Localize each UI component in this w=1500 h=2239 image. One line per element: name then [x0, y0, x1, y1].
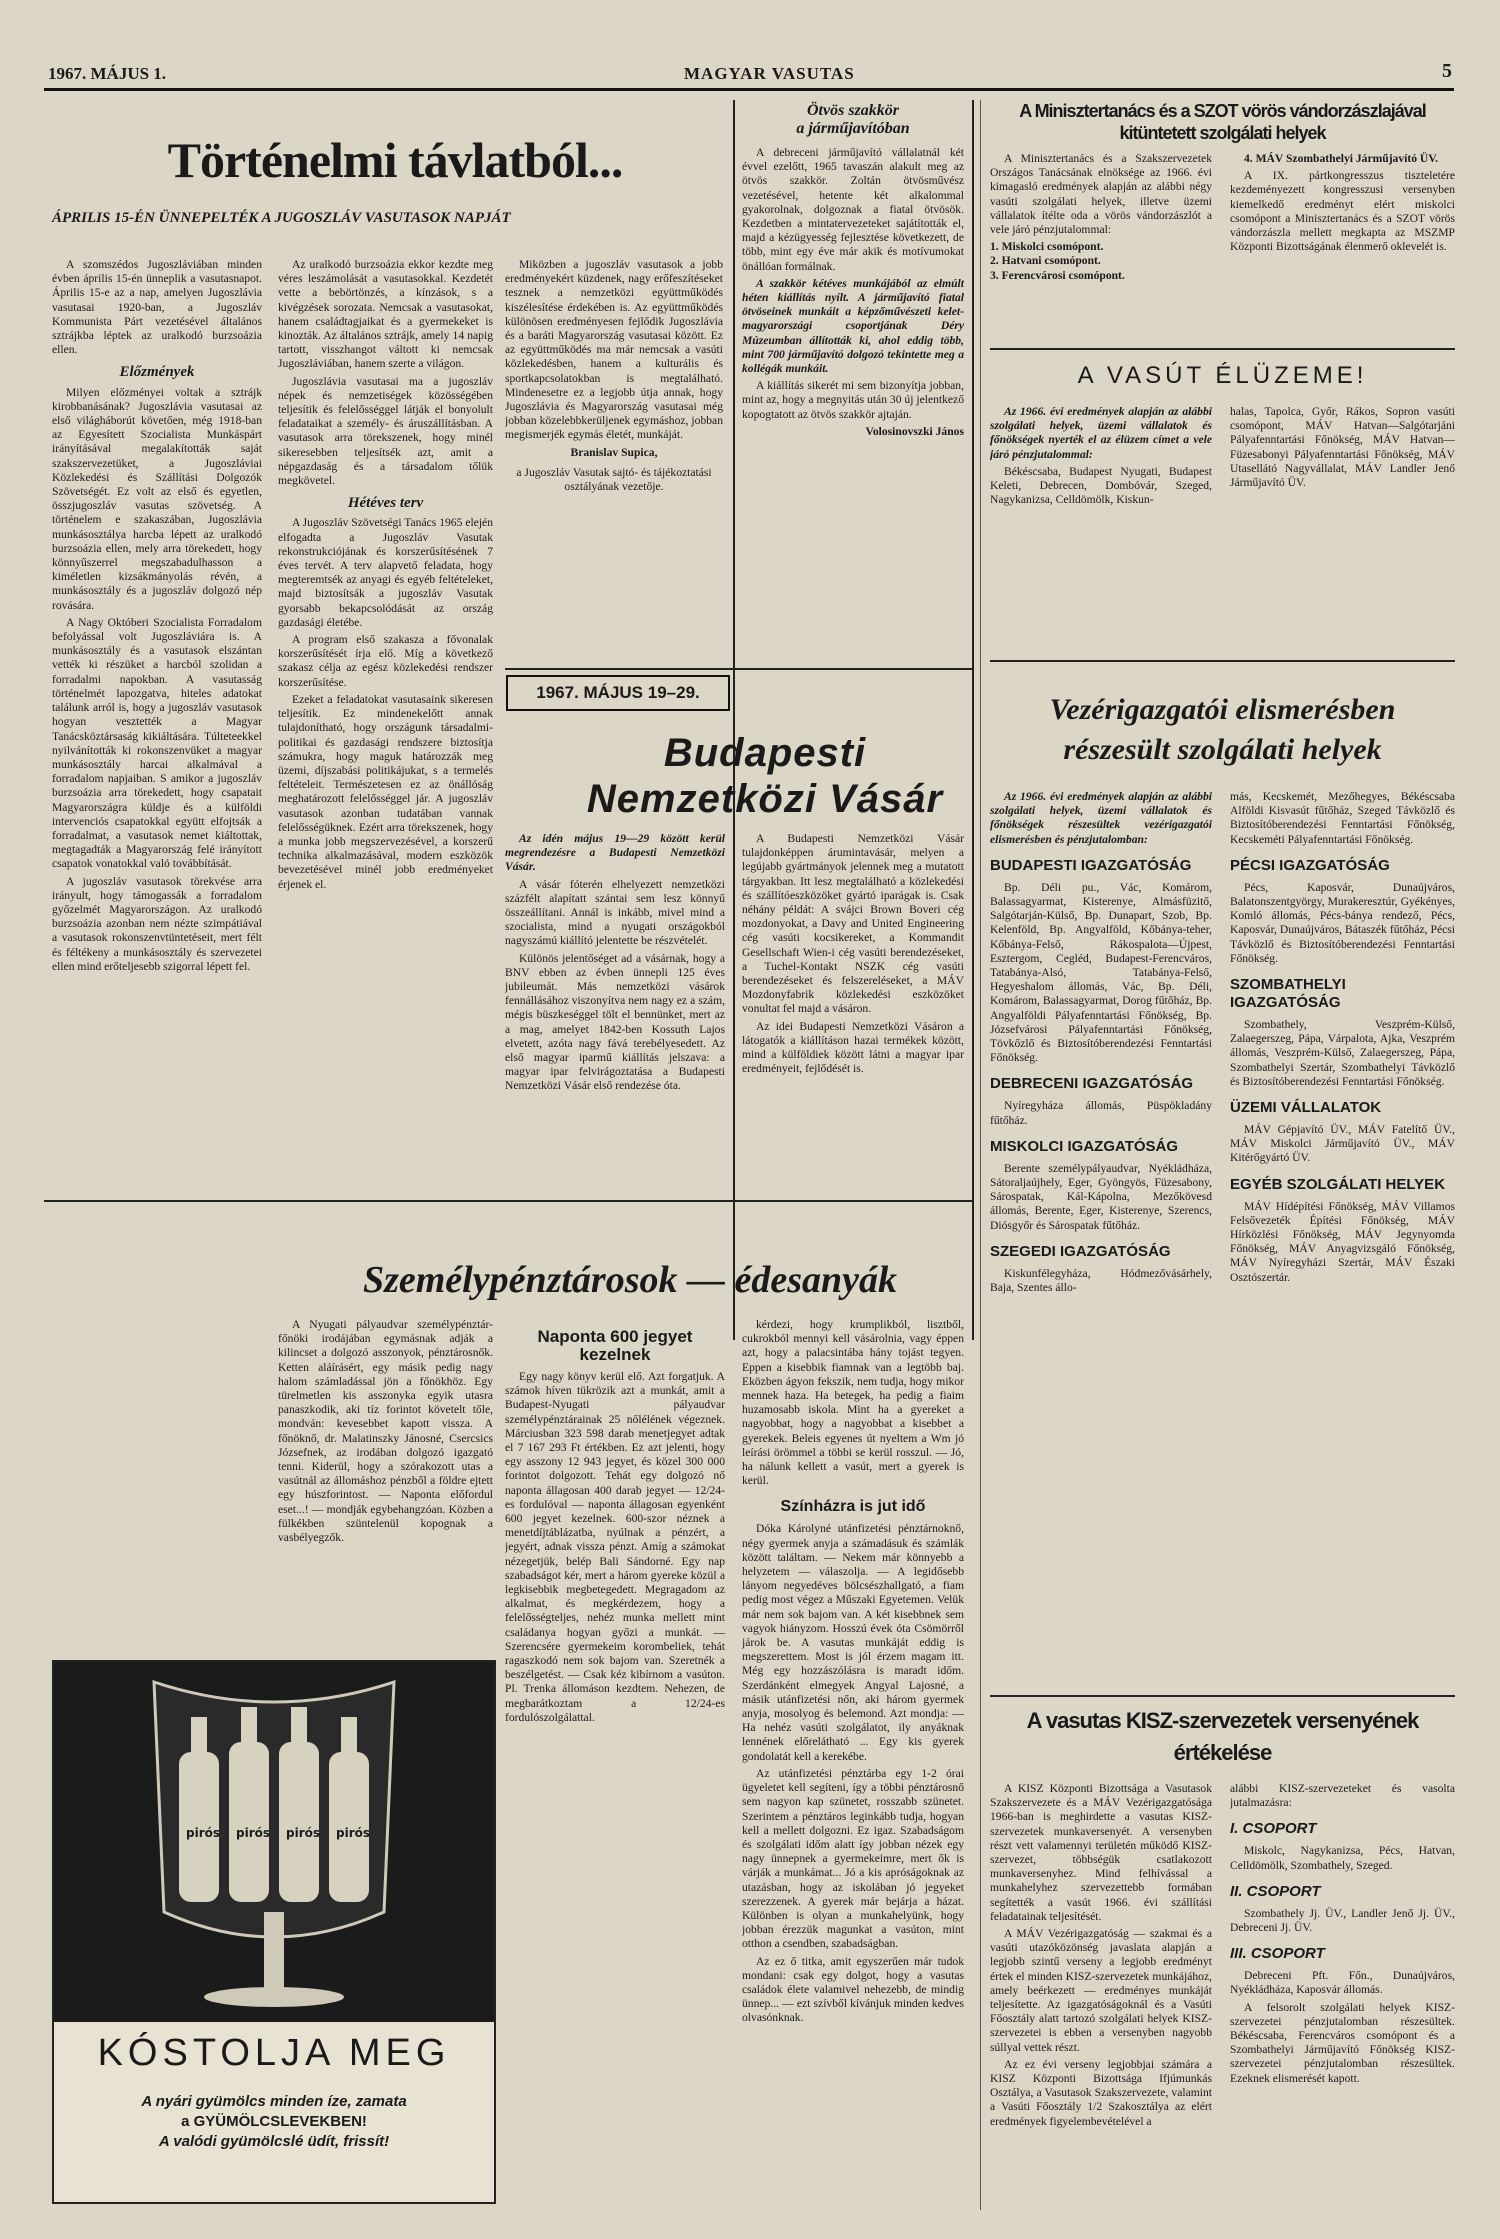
paragraph: Az utánfizetési pénztárba egy 1-2 órai ügyeletet kell segíteni, így a többi pénztárosnő sem nagyon kap szünetet, rosszabb szünetet. Szerintem a pénztáros leginkább tudja, hogyan kell a mellett dolgozni. Ez igaz. Szabadságom és szolgálati időm alatt így jobban nézek egy nagy ünnepnek a gyermekeimre, mert ők is várják a munkámat... Jó a kis apróságoknak az utazásban, hogy az iskolában jó jegyeket szerezzenek. A gyerek már bejárja a házat. Különben is olyan a munkahelyünk, hogy jobban érezzük magunkat a vasúton, mint otthon a csendben, szabadságban.	[742, 1766, 964, 1951]
paragraph: Az uralkodó burzsoázia ekkor kezdte meg véres leszámolását a vasutasokkal. Kezdetét vette a bebörtönzés, a kínzások, s a kivégzések sorozata. Nemcsak a vasutasokat, hanem családtagjaikat és a gyermekeket is kinozták. Az általános sztrájk, amely 14 napig tartott, visszhangot váltott ki nemcsak Jugoszláviában, hanem szerte a világon.	[278, 258, 493, 371]
paragraph: A jugoszláv vasutasok törekvése arra irányult, hogy támogassák a forradalom győzelmét Magyarországon. Az uralkodó burzsoázia azonban nem nézte szimpátiával a vasutasok rokonszenvtüntetéseit, mert félt és féltékeny a munkásosztály és szervezetei ellen mind erőteljesebb szigorral lépett fel.	[52, 874, 262, 973]
section-heading: PÉCSI IGAZGATÓSÁG	[1230, 856, 1390, 874]
paragraph: Békéscsaba, Budapest Nyugati, Budapest Keleti, Debrecen, Dombóvár, Szeged, Nagykanizsa, Celldömölk, Kiskun-	[990, 464, 1212, 507]
juice-advertisement	[52, 1660, 496, 2204]
vezer-column-1	[990, 790, 1212, 1690]
section-heading: Hétéves terv	[347, 495, 424, 512]
section-heading: Naponta 600 jegyet kezelnek	[537, 1327, 693, 1364]
paragraph: Az idén május 19—29 között kerül megrendezésre a Budapesti Nemzetközi Vásár.	[505, 832, 725, 874]
paragraph: A szomszédos Jugoszláviában minden évben április 15-én ünneplik a vasutasnapot. Április 15-e az a nap, amelyen Jugoszlávia vasutasai 1920-ban, a Jugoszláv Kommunista Párt vezetésével általános sztrájkba léptek az uralkodó burzsoázia ellen.	[52, 258, 262, 357]
szemely-column-3	[742, 1318, 964, 2198]
paragraph: Egy nagy könyv kerül elő. Azt forgatjuk. A számok híven tükrözik azt a munkát, amit a Budapest-Nyugati pályaudvar személypénztárainak 25 nőlélének végeznek. Márciusban 323 598 darab menetjegyet adtak el 7 167 293 Ft értékben. Ez azt jelenti, hogy egy asszony 12 943 jegyet, és közel 300 000 forintot dolgozott. Tehát egy dolgozó nő naponta állagosan 400 darab jegyet — 12/24-es fordulóval — naponta állagosan egyenként 600 jegyet kezelnek. 600-szor néznek a menetdíjtáblázatba, nyúlnak a pénzért, a jegyért, adnak vissza pénzt. Amíg a számokat nézegetjük, belép Bali Sándorné. Egy nap szabadságot kér, mert a három gyereke közül a legkisebbik megbetegedett. Megragadom az alkalmat, és megkérdezem, hogy a felelősségteljes, nehéz munka mellett mint családanya hogyan győzi a munkát. — Szerencsére gyermekeim korombeliek, tehát ragaszkodó nem sok bajom van. Szeretnék a beszélgetést. — Csak kéz kibírnom a vasúton. Pl. Trenka állomáson kezdtem. Nehezen, de megbarátkoztam a 12/24-es fordulószolgálattal.	[505, 1370, 725, 1724]
paragraph: Az ez évi verseny legjobbjai számára a KISZ Központi Bizottsága Ifjúmunkás Osztálya, a Vasutasok Szakszervezete, valamint a Vasúti Főosztály 1/2 Szakosztálya az elért eredmények figyelembevételével a	[990, 2057, 1212, 2128]
paragraph: A debreceni járműjavító vállalatnál két évvel ezelőtt, 1965 tavaszán alakult meg az ötvös szakkör. Zoltán ötvösművész vezetésével, hetente két alkalommal gyakorolnak, dolgoznak a fiatal ötvösök. Kezdetben a mintatervezeteket sajátították el, majd a kézügyesség fejlesztése következett, de több, mint egy éve már akik és motívumokat önállóan formálnak.	[742, 146, 964, 273]
section-heading: ÜZEMI VÁLLALATOK	[1230, 1099, 1382, 1117]
eluzem-title: A VASÚT ÉLÜZEME!	[1077, 362, 1368, 389]
article-column-1	[52, 258, 262, 1378]
article-title: Történelmi távlatból...	[167, 132, 623, 188]
paragraph: A Jugoszláv Szövetségi Tanács 1965 elején elfogadta a Jugoszláv Vasutak rekonstrukciójának és korszerűsítésének 7 éves tervét. A terv alapvető feladata, hogy megteremtsék az anyagi és egyéb feltételeket, majd biztosítsák a jugoszláv Vasutak gyorsabb bekapcsolódását az ország gazdasági életébe.	[278, 516, 493, 629]
section-heading: Színházra is jut idő	[780, 1498, 926, 1516]
paragraph: más, Kecskemét, Mezőhegyes, Békéscsaba Alföldi Kisvasút fűtőház, Szeged Távközlő és Biztosítóberendezési Fenntartási Főnökség, Kecskeméti Pályafenntartási Főnökség.	[1230, 790, 1455, 846]
section-rule	[990, 660, 1455, 662]
paragraph: halas, Tapolca, Győr, Rákos, Sopron vasúti csomópont, MÁV Hatvan—Salgótarjáni Pályafenntartási Főnökség, MÁV Hatvan—Füzesabonyi Pályafenntartási Főnökség, MÁV Utasellátó Nagyvállalat, MÁV Landler Jenő Járműjavító ÜV.	[1230, 405, 1455, 490]
vasar-title-line2: Nemzetközi Vásár	[586, 777, 944, 821]
vasar-column-1	[505, 832, 725, 1152]
paragraph: Különös jelentőséget ad a vásárnak, hogy a BNV ebben az évben ünnepli 125 éves jubileumát. Más nemzetközi vásárok fennállásához viszonyítva nem nagy ez a szám, mégis büszkeséggel tölt el bennünket, mert az a mag, amelyet 1842-ben Kossuth Lajos elvetett, azóta nagy fává terebélyesedett. Az első magyar iparmű kiállítás jelszava: a magyar ipar felvirágoztatása a Budapesti Nemzetközi Vásár első rendezése óta.	[505, 951, 725, 1093]
paragraph: A Budapesti Nemzetközi Vásár tulajdonképpen árumintavásár, melyen a legújabb gyártmányok jelennek meg a mutatott tárgyakban. Itt lesz megtalálható a közlekedési és szállítóeszközöket gyártó iparágak is. Csak néhány példát: A svájci Brown Boveri cég mozdonyokat, a Davy and United Engineering cég vasúti kocsikereket, a Kommandit Gesellschaft Wien-i cég vasúti berendezéseket, a Tuchel-Kontakt NSZK cég vasúti berendezéseket és felszereléseket, a MÁV Mozdonyfabrik közlekedési eszközöket vonultat fel majd a vásáron.	[742, 832, 964, 1016]
paragraph: Debreceni Pft. Főn., Dunaújváros, Nyékládháza, Kaposvár állomás.	[1230, 1969, 1455, 1997]
paragraph: A program első szakasza a fővonalak korszerűsítését írja elő. Míg a következő szakasz célja az egész közlekedési rendszer korszerűsítése.	[278, 633, 493, 689]
vasar-title-line1: Budapesti	[663, 731, 867, 775]
ad-line: A valódi gyümölcslé üdít, frissít!	[158, 2133, 390, 2150]
paragraph: Miskolc, Nagykanizsa, Pécs, Hatvan, Celldömölk, Szombathely, Szeged.	[1230, 1844, 1455, 1872]
author-signature: Volosinovszki János	[865, 424, 964, 438]
paragraph: Szombathely Jj. ÜV., Landler Jenő Jj. ÜV., Debreceni Jj. ÜV.	[1230, 1906, 1455, 1935]
paragraph: alábbi KISZ-szervezeteket és vasolta jutalmazásra:	[1230, 1782, 1455, 1810]
author-note: a Jugoszláv Vasutak sajtó- és tájékoztatási osztályának vezetője.	[516, 465, 712, 494]
paragraph: MÁV Hídépítési Főnökség, MÁV Villamos Felsővezeték Építési Főnökség, MÁV Hírközlési Főnökség, MÁV Jegynyomda Főnökség, MÁV Anyagvizsgáló Főnökség, MÁV Nyíregyházi Szertár, MÁV Északi Osztószertár.	[1230, 1199, 1455, 1284]
paragraph: A KISZ Központi Bizottsága a Vasutasok Szakszervezete és a MÁV Vezérigazgatósága 1966-ban is meghirdette a vasutas KISZ-szervezetek munkaversenyét. A versenyben részt vett valamennyi területén működő KISZ-szervezet, többségük csatlakozott munkaversenyhez. Mind felhívással a munkahelyhez szervezettebb formában segítették a vasút 1966. évi szállítási feladatainak teljesítését.	[990, 1782, 1212, 1923]
ad-line: A nyári gyümölcs minden íze, zamata	[141, 2093, 407, 2110]
kisz-title-line2: értékelése	[1173, 1740, 1272, 1765]
paragraph: Nyíregyháza állomás, Püspökladány fűtőház.	[990, 1099, 1212, 1127]
paragraph: Jugoszlávia vasutasai ma a jugoszláv népek és nemzetiségek közösségében teljesítik és felelősséggel látják el bonyolult feladataikat a személy- és áruszállításban. A vasutasok arra törekszenek, hogy minél sikeresebben teljesítsék azt, amit a népgazdaság és a társadalom tőlük megkövetel.	[278, 374, 493, 488]
paragraph: Ezeket a feladatokat vasutasaink sikeresen teljesítik. Ez mindenekelőtt annak tulajdonítható, hogy országunk társadalmi-politikai és gazdasági rendszere biztosítja számukra, hogy maguk határozzák meg üzemi, díjszabási politikájukat, s a termelés feltételeit. Természetesen ez az önállóság meghatározott felelősséggel jár. A jugoszláv vasutasok azonban tudatában vannak felelősségüknek. Ezért arra törekszenek, hogy a munka jobb megszervezésével, a korszerű technika alkalmazásával, modern eszközök bevezetésével minél jobb eredményeket érjenek el.	[278, 692, 493, 891]
vasar-date-box: 1967. MÁJUS 19–29.	[506, 675, 730, 711]
section-rule	[505, 668, 973, 670]
szemely-title: Személypénztárosok — édesanyák	[362, 1259, 898, 1301]
column-rule	[733, 100, 735, 1340]
paragraph: Az ez ő titka, amit egyszerűen már tudok mondani: csak egy dolgot, hogy a vasutas családok élete valamivel nehezebb, de mindig ünnep... — ezt szívből kívánjuk minden kedves olvasónknak.	[742, 1954, 964, 2025]
paragraph: A Nyugati pályaudvar személypénztár-főnöki irodájában egymásnak adják a kilincset a dolgozó asszonyok, pénztárosnők. Ketten aláírásért, egy másik pedig nagy halom számladással jön a főnökhöz. Egy türelmetlen kis asszonyka egyik utasra panaszkodik, aki tíz forintot követelt tőle, mondván: kevesebbet kapott vissza. A főnöknő, dr. Malatinszky Jánosné, Csercsics Józsefnek, az irodában dolgozó igazgató tenni. Kiderül, hogy a szórakozott utas a vasútnál az állomáshoz pénzből a földre ejtett egy húszforintost. — Naponta előfordul eset...! — mondják egybehangzóan. Közben a fülkékben szüntelenül kopognak a vasbélyegzők.	[278, 1318, 493, 1545]
author-signature: Branislav Supica,	[570, 445, 658, 459]
otvos-title-2: a járműjavítóban	[796, 120, 910, 137]
section-heading: Előzmények	[119, 364, 195, 381]
paragraph: Az 1966. évi eredmények alapján az alábbi szolgálati helyek, üzemi vállalatok és főnökségek részesültek vezérigazgatói elismerésben és pénzjutalomban:	[990, 790, 1212, 846]
section-heading: DEBRECENI IGAZGATÓSÁG	[990, 1075, 1194, 1093]
paragraph: 4. MÁV Szombathelyi Járműjavító ÜV.	[1244, 152, 1439, 165]
paragraph: A felsorolt szolgálati helyek KISZ-szervezetei pénzjutalomban részesültek. Békéscsaba, Ferencváros csomópont és a Szombathelyi Járműjavító Főnökség KISZ-szervezetei pénzjutalomban részesültek. Ezeknek elismerését kapott.	[1230, 2000, 1455, 2085]
vezer-column-2	[1230, 790, 1455, 1690]
group-heading: I. CSOPORT	[1230, 1820, 1317, 1838]
paragraph: Szombathely, Veszprém-Külső, Zalaegerszeg, Pápa, Várpalota, Ajka, Veszprém állomás, Veszprém-Külső, Zalaegerszeg, Pápa, Szombathelyi Szertár, Szombathelyi Távközlő és Biztosítóberendezési Fenntartási Főnökség.	[1230, 1018, 1455, 1088]
vezer-title-line1: Vezérigazgatói elismerésben	[1049, 693, 1396, 726]
vezer-title	[990, 690, 1455, 770]
bottle-label: pirós	[186, 1826, 221, 1840]
page-number: 5	[1442, 60, 1452, 82]
paragraph: Kiskunfélegyháza, Hódmezővásárhely, Baja, Szentes állo-	[990, 1266, 1212, 1295]
column-rule	[972, 100, 974, 1340]
miniszter-title-2: kitüntetett szolgálati helyek	[1119, 123, 1326, 143]
section-heading: BUDAPESTI IGAZGATÓSÁG	[990, 856, 1192, 874]
ad-image	[54, 1662, 494, 2022]
paragraph: A vásár fóterén elhelyezett nemzetközi százfélt alapítatt szántai sem lesz könnyű összeállítani. Annál is inkább, mivel mind a szocialista, mind a nyugati országokból nagyszámú kiállító jelentette be részvételét.	[505, 877, 725, 948]
section-heading: MISKOLCI IGAZGATÓSÁG	[990, 1137, 1179, 1155]
section-rule	[990, 348, 1455, 350]
paragraph: Dóka Károlyné utánfizetési pénztárnoknő, négy gyermek anyja a számadásuk és számlák között találtam. — Nekem már könnyebb a helyzetem — válaszolja. — A legidősebb lányom negyedéves bölcsészhallgató, a fiam pedig most végez a Műszaki Egyetemen. Velük már nem sok bajom van. A két kisebbnek sem vagyok hiányzom. Hosszú évek óta Csömörről járok be. A vasutas munkáját eddig is megszerettem. Most is jól érzem magam itt. Még egy hozzászólásra is maradt időm. Szerdánként elmegyek Angyal Lajosné, a másik utánfizetési nőn, aki három gyermek anyja, mosolyog és belemond. Azt mondja: — Ha nehéz vasúti szolgálatot, ily anyáknak lennének előrelátható ... Egy kis gyerek gondolatát kell a kerekébe.	[742, 1522, 964, 1763]
kisz-column-1	[990, 1782, 1212, 2212]
eluzem-column-2	[1230, 405, 1455, 645]
paragraph: A MÁV Vezérigazgatóság — szakmai és a vasúti utazóközönség javaslata alapján a legjobb szintű verseny a legjobb eredményt értek el minden KISZ-szervezetek munkájához, amely beérkezett — eredményes munkáját teljesítette. Az igazgatóságoknál és a Vasúti Főosztály alatt tartozó szolgálati helyek KISZ-szervezetei is ebben a versenyben nagyobb súllyal vettek részt.	[990, 1927, 1212, 2054]
paragraph: Az idei Budapesti Nemzetközi Vásáron a látogatók a kiállításon hazai termékek között, mind a külföldiek között látni a magyar ipar eredményeit, fejlődését is.	[742, 1019, 964, 1076]
bottle-label: pirós	[336, 1826, 371, 1840]
paragraph: A kiállítás sikerét mi sem bizonyítja jobban, mint az, hogy a megnyitás után 30 új jelentkező kopogtatott az ötvös szakkör ajtaján.	[742, 379, 964, 421]
paragraph: Az 1966. évi eredmények alapján az alábbi szolgálati helyek, üzemi vállalatok és főnökségek nyerték el az élüzem címet a vele járó pénzjutalommal:	[990, 405, 1212, 461]
group-heading: II. CSOPORT	[1230, 1882, 1321, 1900]
paragraph: Miközben a jugoszláv vasutasok a jobb eredményekért küzdenek, nagy erőfeszítéseket tesznek a nemzetközi együttműködés kiszélesítése érdekében is. Az együttműködés különösen eredményesen fejlődik Jugoszlávia és a baráti Magyarország vasutasai között. Ez az együttműködés ma már nemcsak a vasúti közlekedésben, hanem a kulturális és sportkapcsolatokban is megtalálható. Mindenesetre ez a legjobb útja annak, hogy Jugoszlávia és Magyarország vasutasai még jobban közelebbkerüljenek egymáshoz, jobban megismerjék egymás életét, munkáját.	[505, 258, 723, 442]
kisz-title-line1: A vasutas KISZ-szervezetek versenyének	[1026, 1708, 1419, 1733]
szemely-column-2	[505, 1318, 725, 2198]
paragraph: Pécs, Kaposvár, Dunaújváros, Balatonszentgyörgy, Murakeresztúr, Gyékényes, Komló állomás, Pécs-bánya rendező, Pécs, Kaposvár, Dunaújváros, Bátaszék fűtőház, Pécsi Távközlő és Biztosítóberendezési Fenntartási Főnökség.	[1230, 880, 1455, 965]
vasar-title	[560, 730, 970, 822]
ad-slogan: KÓSTOLJA MEG	[97, 2032, 451, 2074]
eluzem-column-1	[990, 405, 1212, 645]
kisz-title	[990, 1705, 1455, 1769]
bottle-label: pirós	[236, 1826, 271, 1840]
paragraph: Bp. Déli pu., Vác, Komárom, Balassagyarmat, Kisterenye, Almásfüzitő, Salgótarján-Külső, Bp. Dunapart, Szob, Bp. Kelenföld, Bp. Angyalföld, Kőbánya-teher, Kőbánya-Felső, Rákospalota—Újpest, Esztergom, Cegléd, Budapest-Ferencváros, Tatabánya-Alsó, Tatabánya-Felső, Hegyeshalom állomás, Vác, Bp. Déli, Komárom, Balassagyarmat, Dorog fűtőház, Bp. Angyalföldi Pályafenntartási Főnökség, Bp. Józsefvárosi Pályafenntartási Főnökség, Tövkőzlő és Biztosítóberendezési Fenntartási Főnökség.	[990, 880, 1212, 1065]
group-heading: III. CSOPORT	[1230, 1945, 1325, 1963]
list-item: 1. Miskolci csomópont.	[990, 240, 1104, 254]
section-heading: EGYÉB SZOLGÁLATI HELYEK	[1230, 1175, 1446, 1193]
header-masthead: MAGYAR VASUTAS	[684, 64, 855, 83]
section-rule	[990, 1695, 1455, 1697]
section-heading: SZEGEDI IGAZGATÓSÁG	[990, 1242, 1171, 1260]
header-date: 1967. MÁJUS 1.	[48, 64, 167, 83]
paragraph: Milyen előzményei voltak a sztrájk kirobbanásának? Jugoszlávia vasutasai az első világháborút követően, még 1918-ban az Egyesített Szocialista Munkáspárt irányításával megalakították saját szakszervezetüket, a Jugoszláviai Közlekedési és Szállítási Dolgozók Szövetségét. Ez volt az első és egyetlen, összjugoszláv vasutas szövetség. A történelem e szakaszában, Jugoszlávia munkásosztálya harcba lépett az uralkodó burzsoázia ellen, mely arra törekedett, hogy könnyűszerrel megszabadulhasson a kiméletlen kizsákmányolás révén, a munkásosztály és a jugoszláv dolgozó nép rovására.	[52, 385, 262, 612]
paragraph: A IX. pártkongresszus tiszteletére kezdeményezett kongresszusi versenyben kiemelkedő eredményt elért miskolci csomópont a Minisztertanács és a SZOT vörös vándorzászla mellett megkapta az MSZMP Központi Bizottságának élenmerő oklevelét is.	[1230, 169, 1455, 254]
paragraph: kérdezi, hogy krumplikból, lisztből, cukrokból mennyi kell vásárolnia, vagy éppen azt, hogy a palacsintába hány tojást tegyen. Eppen a kisebbik fiamnak van a legtöbb baj. Eközben ágyon fekszik, nem tudja, hogy mikor mennek haza. Ha betegek, ha pedig a fiaim huzamosabb iskola. Mint ha a gyereket a nagyobbat, hogy a nagyobbat a kisebbet a gyerekek. Beleis egyenes út nyeltem a Wm jó leírási örömmel a többi se kerül rosszul. — Jó, ha nálunk kellett a vasút, mert a gyerek is kerül.	[742, 1318, 964, 1488]
paragraph: A szakkör kétéves munkájából az elmúlt héten kiállítás nyílt. A járműjavító fiatal ötvöseinek munkáit a képzőművészeti kelet-magyarországi csoportjának Déry Múzeumban állították ki, ahol eddig több, mint 700 járműjavító dolgozó tekintette meg a kollégák munkáit.	[742, 276, 964, 376]
article-subtitle: ÁPRILIS 15-ÉN ÜNNEPELTÉK A JUGOSZLÁV VASUTASOK NAPJÁT	[52, 210, 511, 226]
column-rule	[980, 100, 981, 2210]
ad-line: a GYÜMÖLCSLEVEKBEN!	[181, 2113, 367, 2130]
paragraph: A Nagy Októberi Szocialista Forradalom befolyással volt Jugoszláviára is. A munkásosztály és a vasutasok elszántan vették ki részüket a harcból szolidan a forradalmi napokban. A vasutasság történelmét lapozgatva, hiteles adatokat találunk arról is, hogy a jugoszláv vasutasok hogyan vesztették a Magyar Tanácsköztársaság kikiáltására. Túlteteekkel nyilvánították ki rokonszenvüket a magyar munkásosztály harcai alkalmával a forradalom napjaiban. S amikor a jugoszláv burzsoázia arra törekedett, hogy csapatait Magyarországra küldje és a külföldi intervenciós csapatokkal együtt elfojtsák a forradalmat, a vasutasok nemet kiáltottak, megtagadták a Magyarország felé irányított csapatok vonatokkal való továbbítását.	[52, 615, 262, 871]
szemely-column-1	[278, 1318, 493, 1648]
bottles-illustration	[54, 1662, 494, 2022]
bottle-label: pirós	[286, 1826, 321, 1840]
vezer-title-line2: részesült szolgálati helyek	[1063, 733, 1382, 766]
ad-text	[74, 2092, 474, 2152]
kisz-column-2	[1230, 1782, 1455, 2212]
paragraph: MÁV Gépjavító ÜV., MÁV Fatelítő ÜV., MÁV Miskolci Járműjavító ÜV., MÁV Kitérőgyártó ÜV.	[1230, 1123, 1455, 1165]
page-header	[44, 62, 1454, 91]
list-item: 2. Hatvani csomópont.	[990, 254, 1101, 268]
list-item: 3. Ferencvárosi csomópont.	[990, 268, 1125, 282]
section-heading: SZOMBATHELYI IGAZGATÓSÁG	[1230, 976, 1346, 1012]
miniszter-article	[990, 100, 1455, 302]
otvos-title: Ötvös szakkör	[806, 102, 899, 119]
otvos-article	[742, 102, 964, 666]
vasar-column-2	[742, 832, 964, 1152]
miniszter-title: A Minisztertanács és a SZOT vörös vándorzászlajával	[1019, 101, 1426, 121]
article-column-2	[278, 258, 493, 1198]
article-column-3	[505, 258, 723, 658]
paragraph: A Minisztertanács és a Szakszervezetek Országos Tanácsának elnöksége az 1966. évi kimagasló eredmények alapján az alábbi négy vasúti szolgálati helyek, illetve üzemi vállalatok ítélte oda a vörös vándorzászlót a vele járó pénzjutalommal:	[990, 152, 1212, 237]
paragraph: Berente személypályaudvar, Nyékládháza, Sátoraljaújhely, Eger, Gyöngyös, Füzesabony, Sárospatak, Kál-Kápolna, Mezőkövesd állomás, Berente, Eger, Kisterenye, Szerencs, Diósgyőr és Sárospatak fűtőház.	[990, 1161, 1212, 1232]
